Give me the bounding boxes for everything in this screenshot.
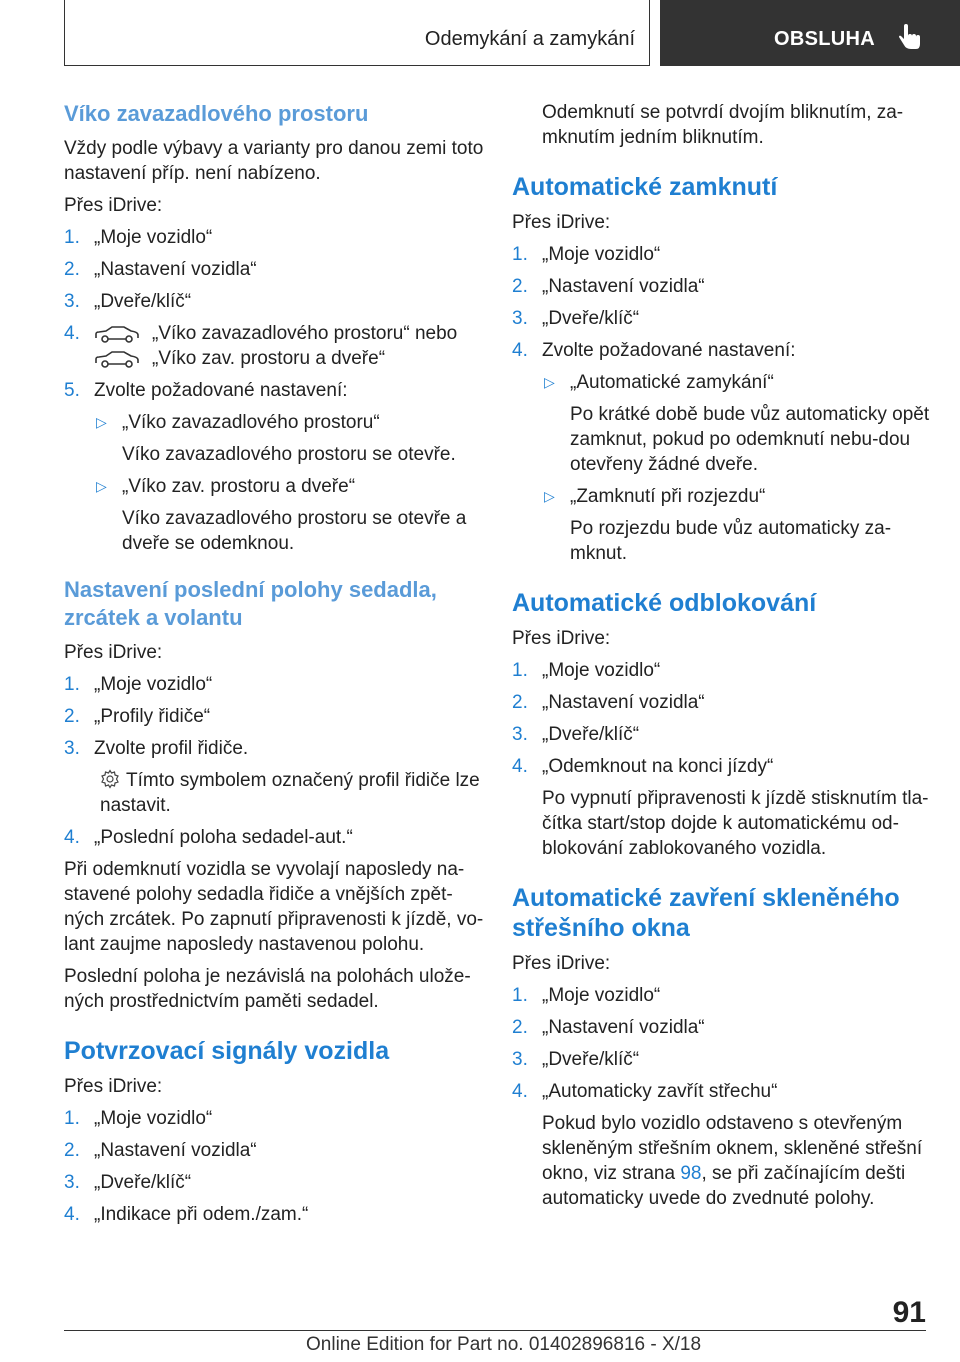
- roof-via: Přes iDrive:: [512, 953, 611, 974]
- signals-via: Přes iDrive:: [64, 1076, 163, 1097]
- roof-heading: Automatické zavření skleněného střešního okna: [512, 884, 900, 942]
- trunk-via: Přes iDrive:: [64, 195, 163, 216]
- seat-paragraph-1: Při odemknutí vozidla se vyvolají naposledy na-stavené polohy sedadla řidiče a vnějších zpět-ných zrcátek. Po zapnutí připravenosti k jízdě, vo-lant zaujme naposledy nastavenou polohu.: [64, 859, 484, 955]
- seat-heading: Nastavení poslední polohy sedadla, zrcátek a volantu: [64, 577, 437, 630]
- list-item: 1. „Moje vozidlo“: [512, 660, 661, 681]
- autounlock-heading: Automatické odblokování: [512, 589, 817, 617]
- option-desc: Víko zavazadlového prostoru se otevře a dveře se odemknou.: [122, 508, 467, 554]
- list-item: 4. „Automaticky zavřít střechu“: [512, 1081, 778, 1102]
- list-item: 2. „Nastavení vozidla“: [64, 1140, 257, 1161]
- car-trunk-icon: [94, 325, 140, 343]
- list-item: 4. „Víko zavazadlového prostoru“ nebo „Víko zav. prostoru a dveře“: [64, 323, 458, 369]
- list-item: 4. „Poslední poloha sedadel-aut.“: [64, 827, 353, 848]
- footer-divider: [64, 1330, 926, 1331]
- gear-note: Tímto symbolem označený profil řidiče lze nastavit.: [100, 770, 480, 816]
- header-title: Odemykání a zamykání: [424, 28, 635, 50]
- list-item: 3. „Dveře/klíč“: [64, 291, 192, 312]
- list-item: 1. „Moje vozidlo“: [64, 227, 213, 248]
- list-item: 3. „Dveře/klíč“: [512, 724, 640, 745]
- header-section-box: [660, 0, 960, 66]
- seat-via: Přes iDrive:: [64, 642, 163, 663]
- header-title-box: [64, 0, 650, 66]
- option-item: ▷ „Automatické zamykání“: [544, 372, 774, 393]
- signals-continuation: Odemknutí se potvrdí dvojím bliknutím, za-mknutím jedním bliknutím.: [542, 102, 904, 148]
- list-item: 2. „Nastavení vozidla“: [512, 276, 705, 297]
- list-item: 4. „Indikace při odem./zam.“: [64, 1204, 309, 1225]
- footer-edition: Online Edition for Part no. 01402896816 - X/18: [306, 1334, 702, 1355]
- option-desc: Víko zavazadlového prostoru se otevře.: [122, 444, 456, 465]
- option-desc: Po rozjezdu bude vůz automaticky za-mknut.: [570, 518, 892, 564]
- autolock-via: Přes iDrive:: [512, 212, 611, 233]
- list-item: 5. Zvolte požadované nastavení:: [64, 380, 348, 401]
- list-item: 1. „Moje vozidlo“: [64, 1108, 213, 1129]
- autounlock-desc: Po vypnutí připravenosti k jízdě stisknutím tla-čítka start/stop dojde k automatickému od-blokování zablokovaného vozidla.: [542, 788, 929, 859]
- list-item: 1. „Moje vozidlo“: [512, 244, 661, 265]
- list-item: 4. Zvolte požadované nastavení:: [512, 340, 796, 361]
- page-number: 91: [892, 1296, 926, 1329]
- list-item: 2. „Nastavení vozidla“: [512, 1017, 705, 1038]
- list-item: 3. „Dveře/klíč“: [512, 308, 640, 329]
- autounlock-via: Přes iDrive:: [512, 628, 611, 649]
- trunk-heading: Víko zavazadlového prostoru: [64, 101, 369, 126]
- list-item: 4. „Odemknout na konci jízdy“: [512, 756, 774, 777]
- seat-paragraph-2: Poslední poloha je nezávislá na polohách ulože-ných prostřednictvím paměti sedadel.: [64, 966, 471, 1012]
- list-item: 3. „Dveře/klíč“: [64, 1172, 192, 1193]
- option-item: ▷ „Víko zav. prostoru a dveře“: [96, 476, 356, 497]
- page-link[interactable]: 98: [680, 1163, 702, 1184]
- option-item: ▷ „Zamknutí při rozjezdu“: [544, 486, 766, 507]
- list-item: 2. „Nastavení vozidla“: [512, 692, 705, 713]
- roof-desc: Pokud bylo vozidlo odstaveno s otevřeným skleněným střešním oknem, skleněné střešní okno, viz strana 98, se při začínajícím dešti automaticky uvede do zvednuté polohy.: [542, 1113, 923, 1209]
- autolock-heading: Automatické zamknutí: [512, 173, 778, 201]
- option-item: ▷ „Víko zavazadlového prostoru“: [96, 412, 380, 433]
- right-column: [512, 100, 932, 1218]
- trunk-intro: Vždy podle výbavy a varianty pro danou zemi toto nastavení příp. není nabízeno.: [64, 138, 484, 184]
- list-item: 1. „Moje vozidlo“: [64, 674, 213, 695]
- list-item: 2. „Nastavení vozidla“: [64, 259, 257, 280]
- hand-pointer-icon: [896, 24, 922, 52]
- left-column: [64, 100, 484, 1234]
- option-desc: Po krátké době bude vůz automaticky opět zamknut, pokud po odemknutí nebu-dou otevřeny žádné dveře.: [570, 404, 930, 475]
- header-section: OBSLUHA: [774, 28, 875, 50]
- gear-icon: [100, 769, 120, 789]
- list-item: 2. „Profily řidiče“: [64, 706, 211, 727]
- list-item: 3. „Dveře/klíč“: [512, 1049, 640, 1070]
- car-trunk-doors-icon: [94, 350, 140, 368]
- list-item: 3. Zvolte profil řidiče.: [64, 738, 249, 759]
- signals-heading: Potvrzovací signály vozidla: [64, 1037, 390, 1065]
- list-item: 1. „Moje vozidlo“: [512, 985, 661, 1006]
